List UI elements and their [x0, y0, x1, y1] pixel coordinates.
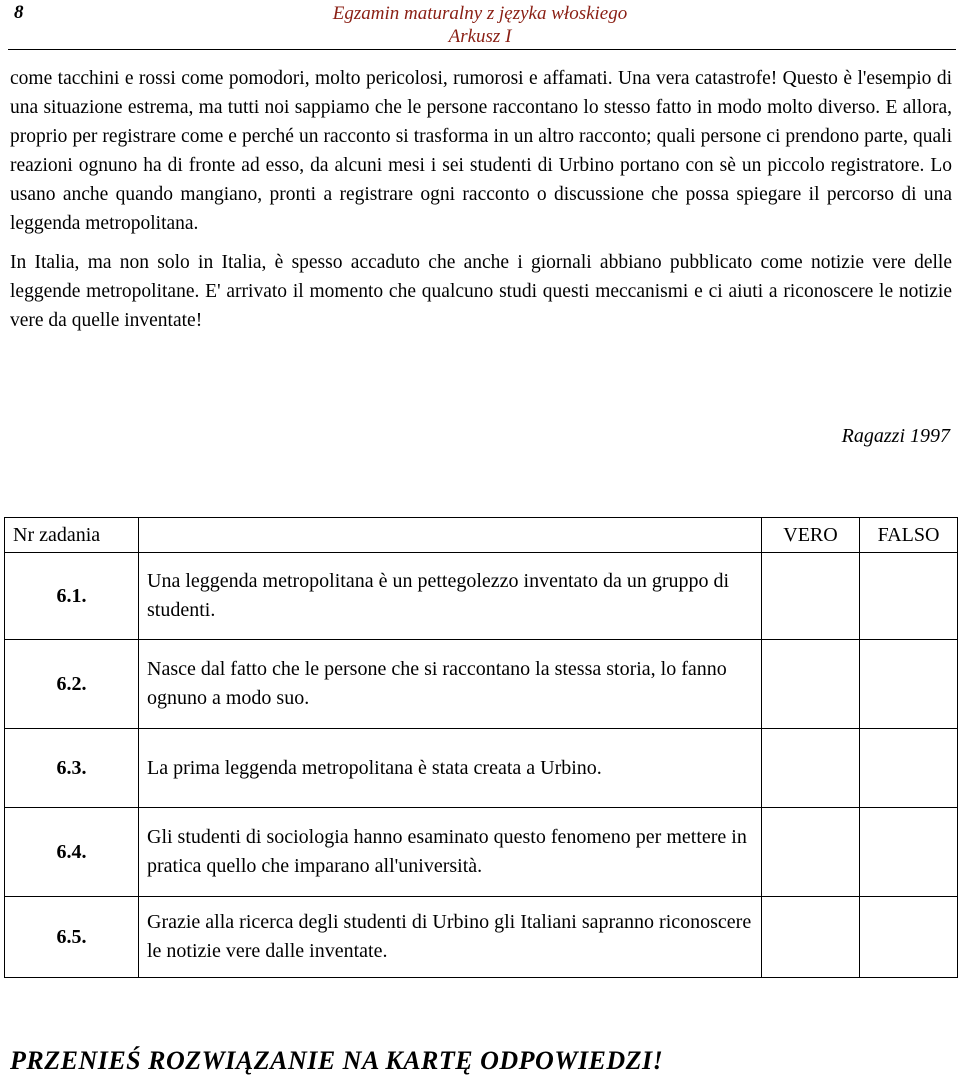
- task-statement: Nasce dal fatto che le persone che si raccontano la stessa storia, lo fanno ognuno a modo suo.: [139, 640, 762, 729]
- task-number: 6.2.: [5, 640, 139, 729]
- answer-sheet-instruction: PRZENIEŚ ROZWIĄZANIE NA KARTĘ ODPOWIEDZI!: [10, 1046, 664, 1075]
- text-paragraph-1: come tacchini e rossi come pomodori, molto pericolosi, rumorosi e affamati. Una vera catastrofe! Questo è l'esempio di una situazione estrema, ma tutti noi sappiamo che le persone raccontano lo stesso fatto in modo molto diverso. E allora, proprio per registrare come e perché un racconto si trasforma in un altro racconto; quali persone ci prendono parte, quali reazioni ognuno ha di fronte ad esso, da alcuni mesi i sei studenti di Urbino portano con sè un piccolo registratore. Lo usano anche quando mangiano, pronti a registrare ogni racconto o discussione che possa spiegare il percorso di una leggenda metropolitana.: [10, 68, 952, 234]
- table-row: [5, 729, 958, 808]
- task-number: 6.5.: [5, 897, 139, 978]
- table-row: [5, 640, 958, 729]
- falso-answer-cell[interactable]: [860, 897, 958, 978]
- table-row: [5, 808, 958, 897]
- page-number: 8: [14, 2, 24, 23]
- header-falso: FALSO: [860, 518, 958, 553]
- table-row: [5, 897, 958, 978]
- true-false-table: [4, 517, 958, 978]
- header-divider: [8, 49, 956, 50]
- vero-answer-cell[interactable]: [762, 640, 860, 729]
- exam-sheet: Arkusz I: [448, 26, 512, 47]
- task-number: 6.4.: [5, 808, 139, 897]
- task-statement: La prima leggenda metropolitana è stata creata a Urbino.: [139, 729, 762, 808]
- falso-answer-cell[interactable]: [860, 729, 958, 808]
- vero-answer-cell[interactable]: [762, 729, 860, 808]
- task-number: 6.3.: [5, 729, 139, 808]
- falso-answer-cell[interactable]: [860, 808, 958, 897]
- vero-answer-cell[interactable]: [762, 553, 860, 640]
- task-statement: Gli studenti di sociologia hanno esaminato questo fenomeno per mettere in pratica quello che imparano all'università.: [139, 808, 762, 897]
- header-statement: [139, 518, 762, 553]
- text-source: Ragazzi 1997: [841, 425, 950, 447]
- exam-title: Egzamin maturalny z języka włoskiego: [332, 3, 628, 24]
- header-vero: VERO: [762, 518, 860, 553]
- text-paragraph-2: In Italia, ma non solo in Italia, è spesso accaduto che anche i giornali abbiano pubblicato come notizie vere delle leggende metropolitane. E' arrivato il momento che qualcuno studi questi meccanismi e ci aiuti a riconoscere le notizie vere da quelle inventate!: [10, 252, 952, 331]
- page-header: [0, 2, 960, 48]
- task-statement: Grazie alla ricerca degli studenti di Urbino gli Italiani sapranno riconoscere le notizie vere dalle inventate.: [139, 897, 762, 978]
- falso-answer-cell[interactable]: [860, 640, 958, 729]
- vero-answer-cell[interactable]: [762, 808, 860, 897]
- table-header-row: [5, 518, 958, 553]
- falso-answer-cell[interactable]: [860, 553, 958, 640]
- reading-text: [10, 64, 952, 345]
- task-statement: Una leggenda metropolitana è un pettegolezzo inventato da un gruppo di studenti.: [139, 553, 762, 640]
- vero-answer-cell[interactable]: [762, 897, 860, 978]
- task-number: 6.1.: [5, 553, 139, 640]
- table-row: [5, 553, 958, 640]
- header-task-number: Nr zadania: [5, 518, 139, 553]
